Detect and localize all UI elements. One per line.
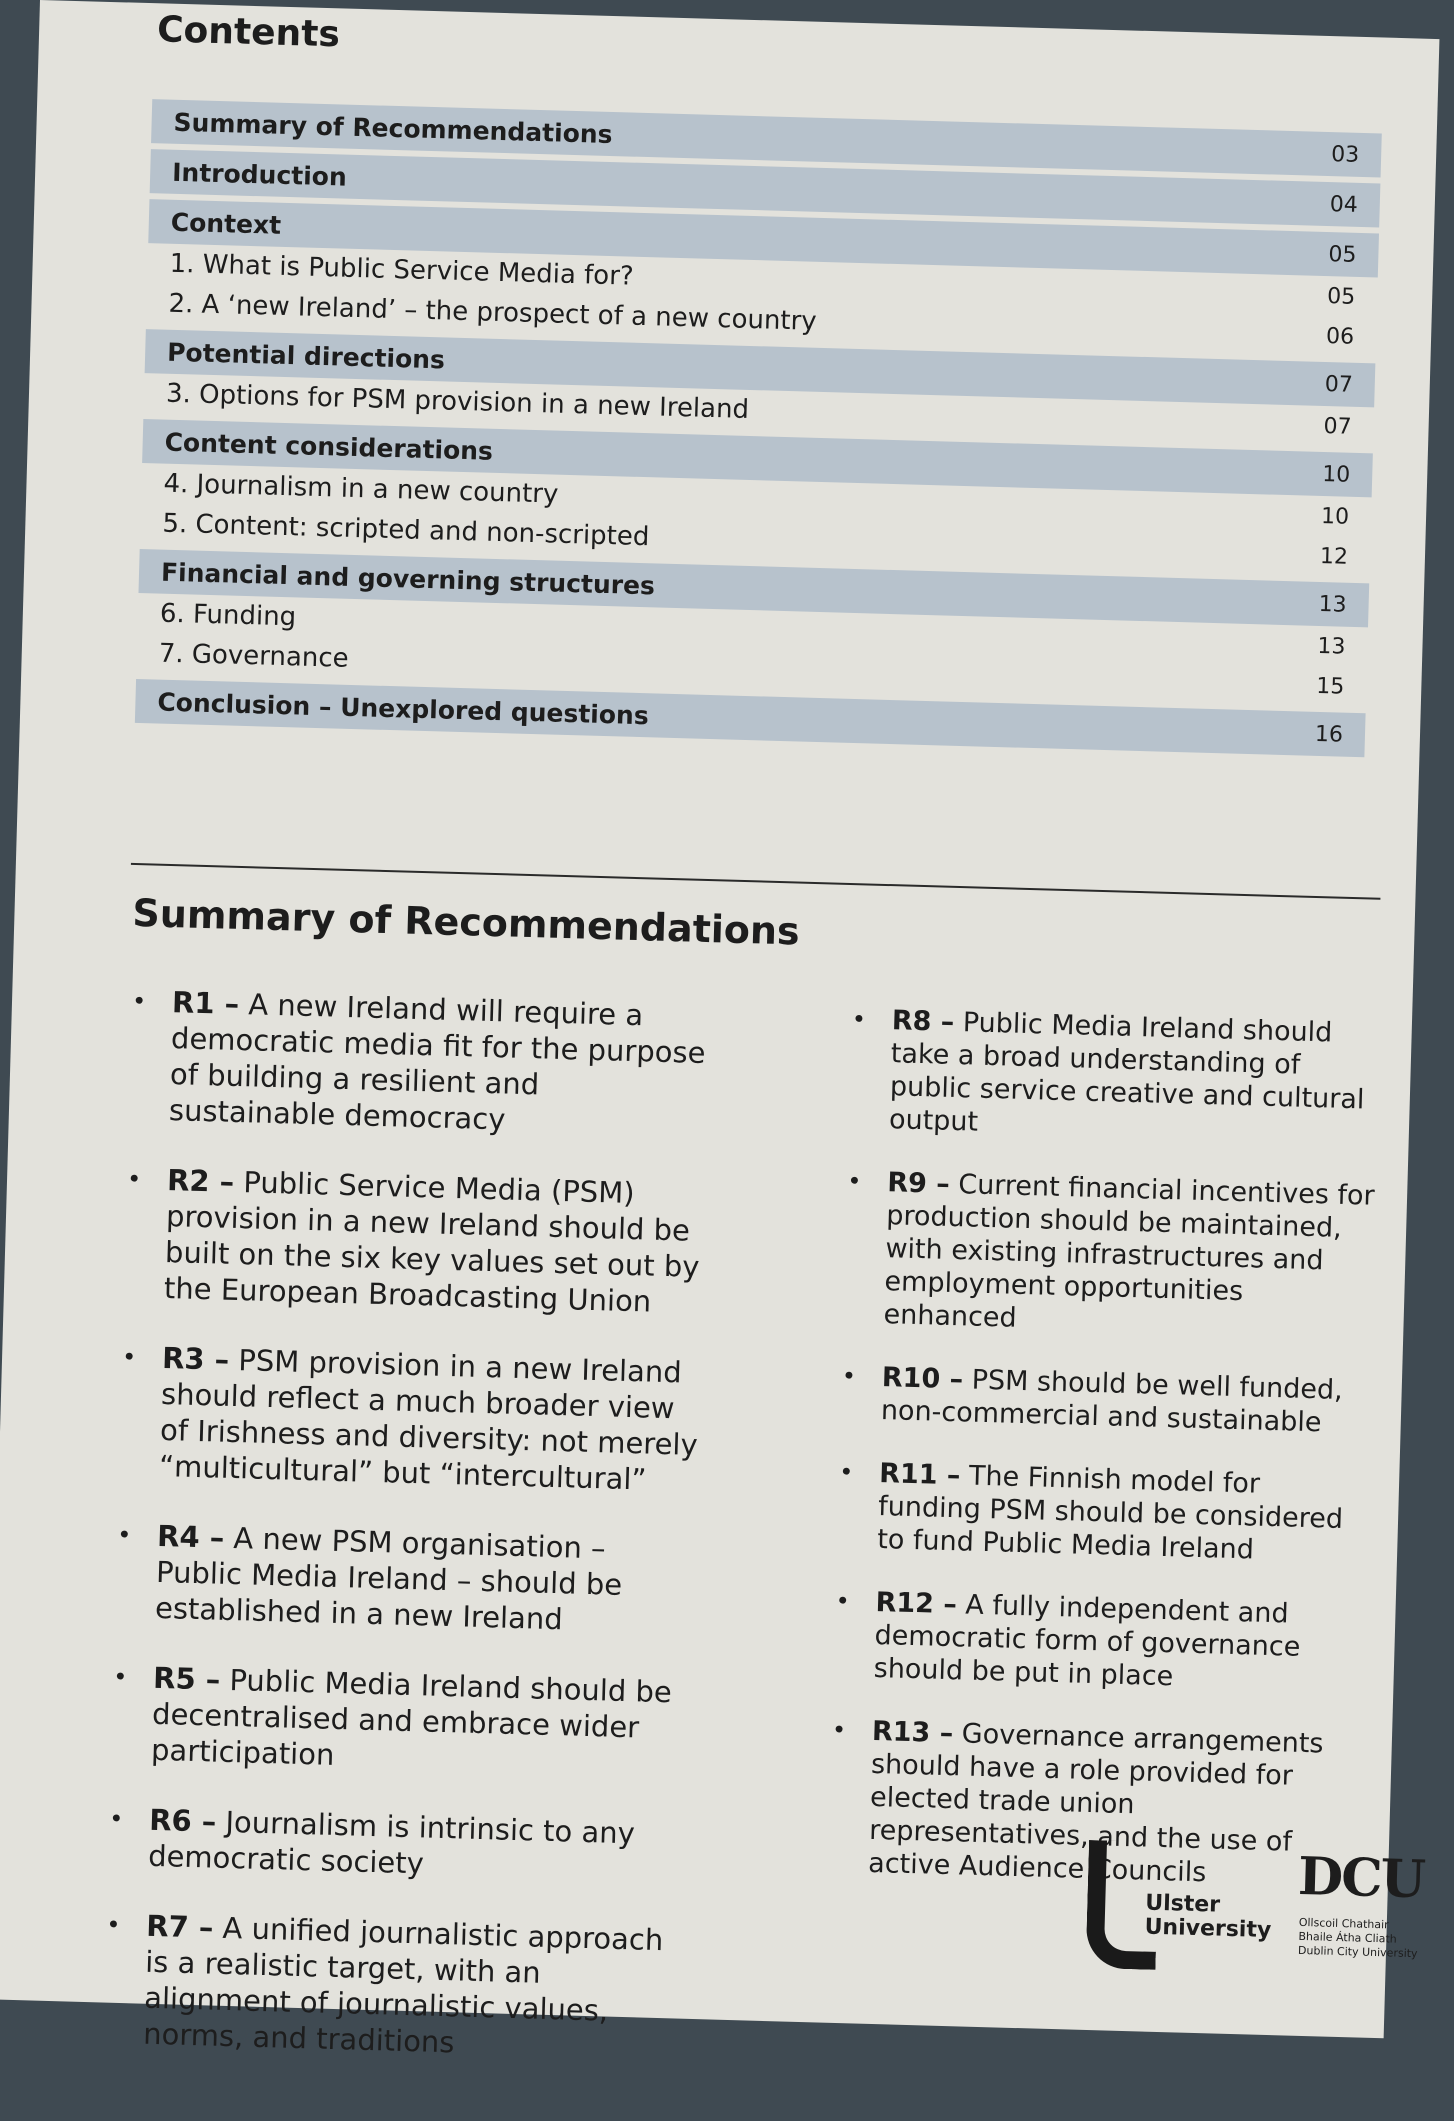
toc-page-number: 04 <box>1329 191 1359 218</box>
recommendation-code: R8 – <box>891 1005 955 1038</box>
recommendation-code: R1 – <box>171 985 240 1021</box>
toc-page-number: 05 <box>1326 283 1356 310</box>
recommendation-item <box>115 1517 698 1641</box>
toc-label: 5. Content: scripted and non-scripted <box>162 508 650 553</box>
bullet-icon: • <box>108 1804 124 1834</box>
table-of-contents <box>135 93 1382 757</box>
toc-label: Context <box>170 207 282 240</box>
toc-label: 2. A ‘new Ireland’ – the prospect of a new country <box>168 288 818 337</box>
bullet-icon: • <box>851 1005 867 1034</box>
toc-label: Financial and governing structures <box>160 557 656 600</box>
recommendation-code: R4 – <box>156 1518 225 1555</box>
recommendation-text: Journalism is intrinsic to any democratic society <box>147 1804 636 1881</box>
bullet-icon: • <box>121 1342 137 1372</box>
recommendation-code: R9 – <box>886 1167 951 1200</box>
recommendation-code: R12 – <box>875 1586 958 1621</box>
recommendation-text: Public Media Ireland should be decentralised and embrace wider participation <box>150 1662 673 1772</box>
recommendations-left-column <box>102 983 713 2101</box>
recommendation-text: Current financial incentives for production should be maintained, with existing infrastructures and employment opportunities enhanced <box>883 1168 1376 1334</box>
dcu-logo: DCU <box>1297 1845 1425 1911</box>
toc-page-number: 05 <box>1328 241 1357 268</box>
toc-label: 4. Journalism in a new country <box>163 468 559 510</box>
logos <box>1075 1820 1425 1989</box>
recommendation-code: R13 – <box>871 1715 954 1750</box>
recommendations-right-column <box>827 1003 1382 1923</box>
toc-label: 7. Governance <box>158 638 350 674</box>
recommendation-code: R10 – <box>881 1362 964 1396</box>
contents-title: Contents <box>156 9 341 56</box>
recommendation-item <box>840 1360 1372 1441</box>
recommendation-text: A new PSM organisation – Public Media Ireland – should be established in a new Ireland <box>154 1520 623 1637</box>
toc-label: Summary of Recommendations <box>173 107 613 149</box>
recommendation-item <box>108 1801 690 1889</box>
recommendation-item <box>124 1161 708 1321</box>
recommendation-code: R3 – <box>161 1340 230 1377</box>
bullet-icon: • <box>112 1662 128 1692</box>
toc-page-number: 03 <box>1330 141 1360 168</box>
divider <box>131 863 1381 900</box>
recommendation-text: A new Ireland will require a democratic media fit for the purpose of building a resilient and sustainable democracy <box>168 986 706 1137</box>
toc-label: 6. Funding <box>159 598 297 633</box>
toc-label: 1. What is Public Service Media for? <box>169 248 635 292</box>
toc-page-number: 07 <box>1324 371 1354 398</box>
toc-label: 3. Options for PSM provision in a new Ireland <box>165 378 750 425</box>
bullet-icon: • <box>841 1361 857 1391</box>
recommendation-text: Public Service Media (PSM) provision in a new Ireland should be built on the six key values set out by the European Broadcasting Union <box>163 1164 700 1319</box>
recommendation-text: A unified journalistic approach is a realistic target, with an alignment of journalistic values, norms, and traditions <box>142 1910 664 2060</box>
recommendation-text: Public Media Ireland should take a broad understanding of public service creative and cultural output <box>888 1006 1365 1138</box>
ulster-line-2: University <box>1144 1914 1272 1944</box>
recommendation-item <box>103 1907 687 2067</box>
bullet-icon: • <box>126 1164 142 1194</box>
recommendation-code: R11 – <box>878 1458 961 1492</box>
summary-title: Summary of Recommendations <box>131 890 801 954</box>
recommendation-text: PSM provision in a new Ireland should reflect a much broader view of Irishness and diversity: not merely “multicultural” but “intercultural” <box>158 1342 699 1497</box>
ulster-line-1: Ulster <box>1144 1890 1221 1918</box>
toc-page-number: 13 <box>1317 633 1346 660</box>
toc-page-number: 15 <box>1315 673 1345 700</box>
dcu-logo-subtitle: Ollscoil Chathair Bhaile Átha Cliath Dublin City University <box>1297 1915 1418 1961</box>
recommendation-code: R7 – <box>145 1908 214 1945</box>
bullet-icon: • <box>838 1457 854 1487</box>
recommendation-text: Governance arrangements should have a role provided for elected trade union representatives, and the use of active Audience Councils <box>867 1718 1324 1889</box>
bullet-icon: • <box>846 1167 862 1196</box>
recommendation-item <box>849 1003 1382 1150</box>
recommendation-item <box>111 1659 694 1783</box>
toc-page-number: 13 <box>1318 591 1347 618</box>
recommendation-item <box>837 1456 1370 1570</box>
bullet-icon: • <box>105 1910 121 1939</box>
recommendation-text: PSM should be well funded, non-commercial and sustainable <box>880 1364 1344 1439</box>
toc-label: Potential directions <box>166 337 446 374</box>
toc-page-number: 16 <box>1314 721 1344 748</box>
toc-label: Content considerations <box>164 427 494 466</box>
toc-page-number: 06 <box>1325 323 1355 350</box>
bullet-icon: • <box>831 1715 847 1745</box>
recommendation-code: R5 – <box>152 1660 221 1697</box>
toc-label: Introduction <box>171 157 348 192</box>
toc-page-number: 07 <box>1323 413 1352 440</box>
toc-page-number: 10 <box>1320 503 1350 530</box>
recommendation-text: A fully independent and democratic form of governance should be put in place <box>873 1589 1301 1693</box>
recommendation-code: R6 – <box>148 1802 217 1839</box>
recommendation-item <box>119 1339 703 1499</box>
bullet-icon: • <box>131 986 147 1016</box>
bullet-icon: • <box>835 1586 851 1616</box>
bullet-icon: • <box>116 1520 132 1550</box>
recommendation-text: The Finnish model for funding PSM should be considered to fund Public Media Ireland <box>876 1460 1344 1566</box>
recommendation-item <box>843 1165 1377 1345</box>
toc-page-number: 12 <box>1319 543 1349 570</box>
toc-page-number: 10 <box>1321 461 1351 488</box>
recommendation-code: R2 – <box>166 1163 235 1199</box>
recommendation-item <box>129 983 713 1143</box>
recommendation-item <box>833 1585 1366 1699</box>
toc-label: Conclusion – Unexplored questions <box>157 687 650 730</box>
ulster-logo-text <box>1144 1892 1272 1944</box>
